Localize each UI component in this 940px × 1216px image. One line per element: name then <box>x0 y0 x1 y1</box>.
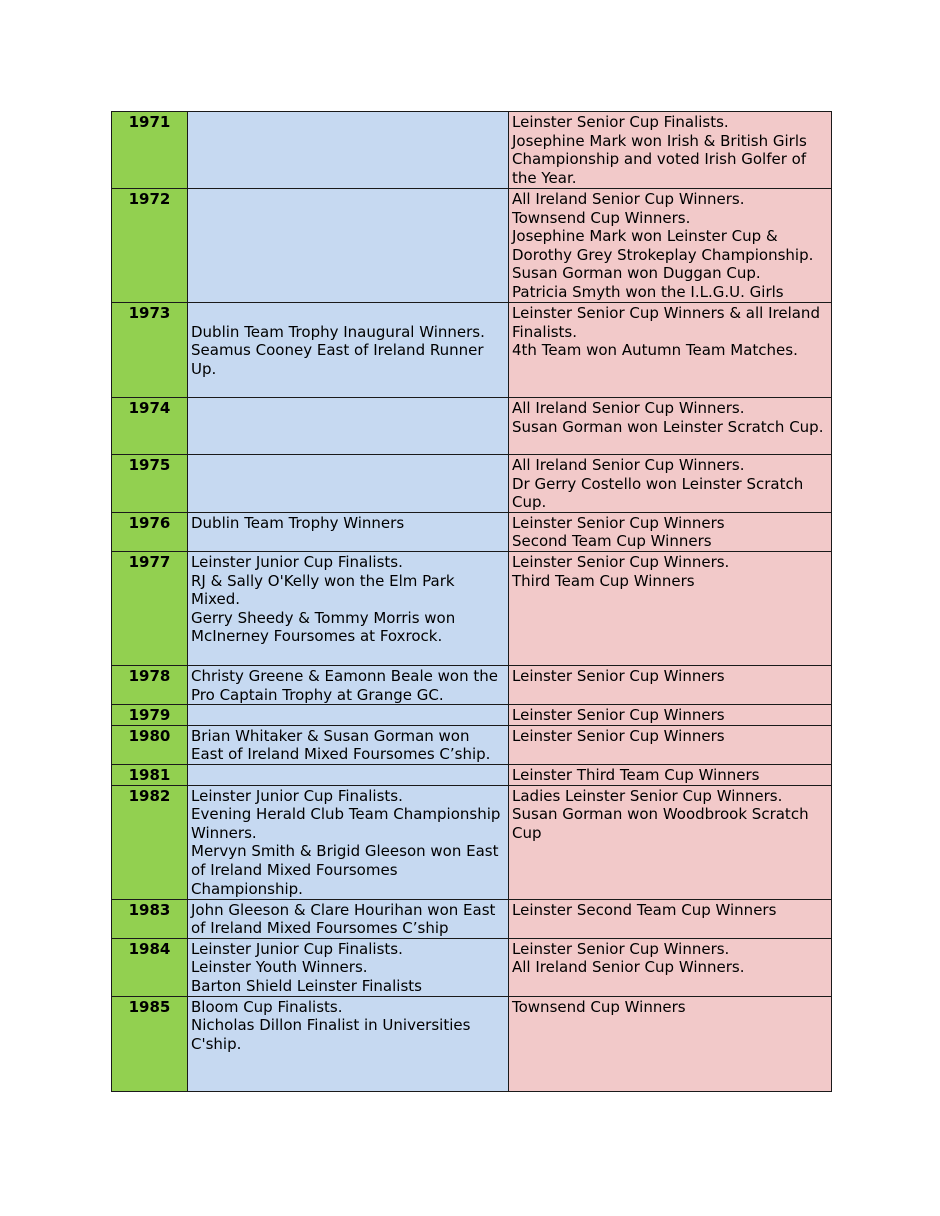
achievement-line: Dr Gerry Costello won Leinster Scratch Cup. <box>512 474 804 512</box>
year-cell: 1973 <box>112 303 188 398</box>
table-row <box>112 112 832 189</box>
men-achievements-cell <box>188 938 509 996</box>
women-achievements-cell <box>509 705 832 726</box>
achievement-line: Gerry Sheedy & Tommy Morris won McInerney Foursomes at Foxrock. <box>191 608 456 646</box>
achievement-line: Leinster Junior Cup Finalists. <box>191 786 403 805</box>
achievement-line: Ladies Leinster Senior Cup Winners. <box>512 786 783 805</box>
table-row <box>112 938 832 996</box>
year-cell: 1975 <box>112 455 188 513</box>
achievement-line: Nicholas Dillon Finalist in Universities C'ship. <box>191 1016 471 1053</box>
men-achievements-cell <box>188 705 509 726</box>
women-achievements-cell <box>509 996 832 1091</box>
achievement-line: All Ireland Senior Cup Winners. <box>512 399 745 417</box>
men-achievements-cell <box>188 996 509 1091</box>
achievement-line: Dublin Team Trophy Winners <box>191 513 405 532</box>
women-achievements-cell <box>509 398 832 455</box>
achievement-line: Leinster Third Team Cup Winners <box>512 765 760 784</box>
year-cell: 1971 <box>112 112 188 189</box>
men-achievements-cell <box>188 455 509 513</box>
achievement-line: Leinster Senior Cup Winners <box>512 513 725 532</box>
achievement-line: Dublin Team Trophy Inaugural Winners. <box>191 322 485 341</box>
men-achievements-cell <box>188 512 509 551</box>
women-achievements-cell <box>509 938 832 996</box>
men-achievements-cell <box>188 551 509 665</box>
achievement-line: All Ireland Senior Cup Winners. <box>512 190 745 208</box>
year-cell: 1984 <box>112 938 188 996</box>
achievement-line: Leinster Junior Cup Finalists. <box>191 552 403 571</box>
year-cell: 1980 <box>112 725 188 764</box>
achievement-line: Barton Shield Leinster Finalists <box>191 976 422 995</box>
table-row <box>112 512 832 551</box>
year-cell: 1972 <box>112 189 188 303</box>
achievement-line: Bloom Cup Finalists. <box>191 997 343 1016</box>
achievement-line: Josephine Mark won Irish & British Girls Championship and voted Irish Golfer of the Year. <box>512 131 807 187</box>
table-row <box>112 785 832 899</box>
achievement-line: 4th Team won Autumn Team Matches. <box>512 341 798 360</box>
achievement-line: Brian Whitaker & Susan Gorman won East of Ireland Mixed Foursomes C’ship. <box>191 726 491 764</box>
table-row <box>112 899 832 938</box>
achievement-line: Susan Gorman won Leinster Scratch Cup. <box>512 417 824 436</box>
achievement-line: Leinster Second Team Cup Winners <box>512 900 777 919</box>
men-achievements-cell <box>188 112 509 189</box>
table-row <box>112 996 832 1091</box>
table-row <box>112 398 832 455</box>
table-row <box>112 764 832 785</box>
achievement-line: John Gleeson & Clare Hourihan won East of Ireland Mixed Foursomes C’ship <box>191 900 496 938</box>
women-achievements-cell <box>509 665 832 704</box>
women-achievements-cell <box>509 899 832 938</box>
achievement-line: RJ & Sally O'Kelly won the Elm Park Mixed. <box>191 571 455 609</box>
achievement-line <box>191 304 505 323</box>
achievement-line: Leinster Senior Cup Winners <box>512 706 725 725</box>
men-achievements-cell <box>188 189 509 303</box>
table-row <box>112 455 832 513</box>
women-achievements-cell <box>509 551 832 665</box>
women-achievements-cell <box>509 512 832 551</box>
table-row <box>112 665 832 704</box>
men-achievements-cell <box>188 665 509 704</box>
year-cell: 1979 <box>112 705 188 726</box>
achievement-line: Christy Greene & Eamonn Beale won the Pro Captain Trophy at Grange GC. <box>191 666 498 704</box>
women-achievements-cell <box>509 303 832 398</box>
achievement-line: Leinster Senior Cup Winners <box>512 726 725 745</box>
year-cell: 1978 <box>112 665 188 704</box>
men-achievements-cell <box>188 785 509 899</box>
achievement-line: Leinster Senior Cup Winners & all Ireland Finalists. <box>512 304 820 341</box>
women-achievements-cell <box>509 764 832 785</box>
men-achievements-cell <box>188 303 509 398</box>
men-achievements-cell <box>188 398 509 455</box>
year-cell: 1981 <box>112 764 188 785</box>
women-achievements-cell <box>509 785 832 899</box>
achievement-line: All Ireland Senior Cup Winners. <box>512 456 745 474</box>
men-achievements-cell <box>188 899 509 938</box>
year-cell: 1974 <box>112 398 188 455</box>
women-achievements-cell <box>509 725 832 764</box>
women-achievements-cell <box>509 189 832 303</box>
women-achievements-cell <box>509 112 832 189</box>
table-row <box>112 725 832 764</box>
achievement-line: Townsend Cup Winners <box>512 997 686 1016</box>
table-row <box>112 303 832 398</box>
achievement-line: Mervyn Smith & Brigid Gleeson won East of Ireland Mixed Foursomes Championship. <box>191 842 499 898</box>
achievement-line: Evening Herald Club Team Championship Winners. <box>191 805 501 842</box>
achievement-line: Patricia Smyth won the I.L.G.U. Girls <box>512 282 784 301</box>
club-history-table <box>111 111 832 1092</box>
year-cell: 1985 <box>112 996 188 1091</box>
men-achievements-cell <box>188 764 509 785</box>
year-cell: 1982 <box>112 785 188 899</box>
achievement-line: Second Team Cup Winners <box>512 532 712 551</box>
achievement-line: Seamus Cooney East of Ireland Runner Up. <box>191 341 484 378</box>
achievement-line: Susan Gorman won Duggan Cup. <box>512 264 761 283</box>
table-row <box>112 705 832 726</box>
achievement-line: Third Team Cup Winners <box>512 571 695 590</box>
women-achievements-cell <box>509 455 832 513</box>
achievement-line: Susan Gorman won Woodbrook Scratch Cup <box>512 805 809 842</box>
achievement-line: Leinster Youth Winners. <box>191 958 368 977</box>
history-table-body <box>112 112 832 1092</box>
achievement-line: Leinster Senior Cup Finalists. <box>512 113 729 131</box>
achievement-line: Townsend Cup Winners. <box>512 208 691 227</box>
achievement-line: Leinster Senior Cup Winners. <box>512 552 730 571</box>
table-row <box>112 551 832 665</box>
year-cell: 1983 <box>112 899 188 938</box>
achievement-line: Leinster Senior Cup Winners. <box>512 939 730 958</box>
achievement-line: Leinster Senior Cup Winners <box>512 666 725 685</box>
men-achievements-cell <box>188 725 509 764</box>
year-cell: 1977 <box>112 551 188 665</box>
table-row <box>112 189 832 303</box>
achievement-line: Leinster Junior Cup Finalists. <box>191 939 403 958</box>
year-cell: 1976 <box>112 512 188 551</box>
achievement-line: Josephine Mark won Leinster Cup & Dorothy Grey Strokeplay Championship. <box>512 227 814 264</box>
achievement-line: All Ireland Senior Cup Winners. <box>512 958 745 977</box>
